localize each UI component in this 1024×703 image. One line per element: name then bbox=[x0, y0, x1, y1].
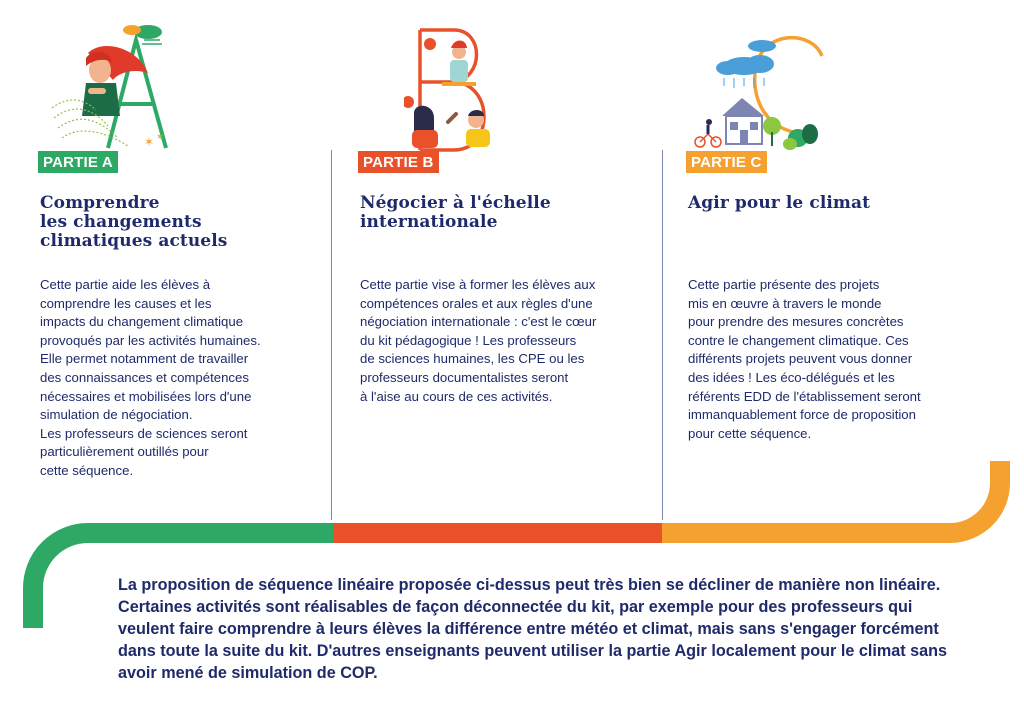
part-c-title bbox=[688, 194, 870, 213]
part-b-description: Cette partie vise à former les élèves aux compétences orales et aux règles d'une négociation internationale : c'est le cœur du kit pédagogique ! Les professeurs de sciences humaines, les CPE ou les professeurs documentalistes seront à l'aise au cours de ces activités. bbox=[360, 277, 597, 404]
title-line: internationale bbox=[360, 212, 498, 232]
part-a-description: Cette partie aide les élèves à comprendre les causes et les impacts du changement climatique provoqués par les activités humaines. Elle permet notamment de travailler des connaissances et compétences nécessaires et mobilisées lors d'une simulation de négociation. Les professeurs de sciences seront particulièrement outillés pour cette séquence. bbox=[40, 277, 261, 478]
part-c-description: Cette partie présente des projets mis en œuvre à travers le monde pour prendre des mesures concrètes contre le changement climatique. Ces différents projets peuvent vous donner des idées ! Les éco-délégués et les référents EDD de l'établissement seront immanquablement force de proposition pour cette séquence. bbox=[688, 277, 921, 441]
svg-text:✶: ✶ bbox=[144, 135, 155, 149]
title-line: les changements bbox=[40, 212, 202, 232]
footer-paragraph: La proposition de séquence linéaire proposée ci-dessus peut très bien se décliner de manière non linéaire. Certaines activités sont réalisables de façon déconnectée du kit, par exemple pour des professeurs qui veulent faire comprendre à leurs élèves la différence entre météo et climat, mais sans s'engager forcément dans toute la suite du kit. D'autres enseignants peuvent utiliser la partie Agir localement pour le climat sans avoir mené de simulation de COP. bbox=[118, 576, 948, 682]
part-b-badge: PARTIE B bbox=[358, 151, 439, 173]
column-divider bbox=[331, 150, 332, 520]
title-line: climatiques actuels bbox=[40, 231, 228, 251]
part-a-title bbox=[40, 194, 227, 251]
letter-c-house-clouds-cyclist-illustration bbox=[694, 26, 834, 156]
title-line: Agir pour le climat bbox=[688, 193, 871, 213]
title-line: Comprendre bbox=[40, 193, 160, 213]
part-c-badge: PARTIE C bbox=[686, 151, 767, 173]
part-b-title bbox=[360, 194, 551, 232]
part-a-badge: PARTIE A bbox=[38, 151, 118, 173]
title-line: Négocier à l'échelle bbox=[360, 193, 551, 213]
letter-b-people-discussion-illustration bbox=[404, 26, 514, 154]
svg-text:✶: ✶ bbox=[156, 132, 165, 143]
letter-a-woman-wind-illustration bbox=[48, 18, 188, 153]
column-divider bbox=[662, 150, 663, 520]
